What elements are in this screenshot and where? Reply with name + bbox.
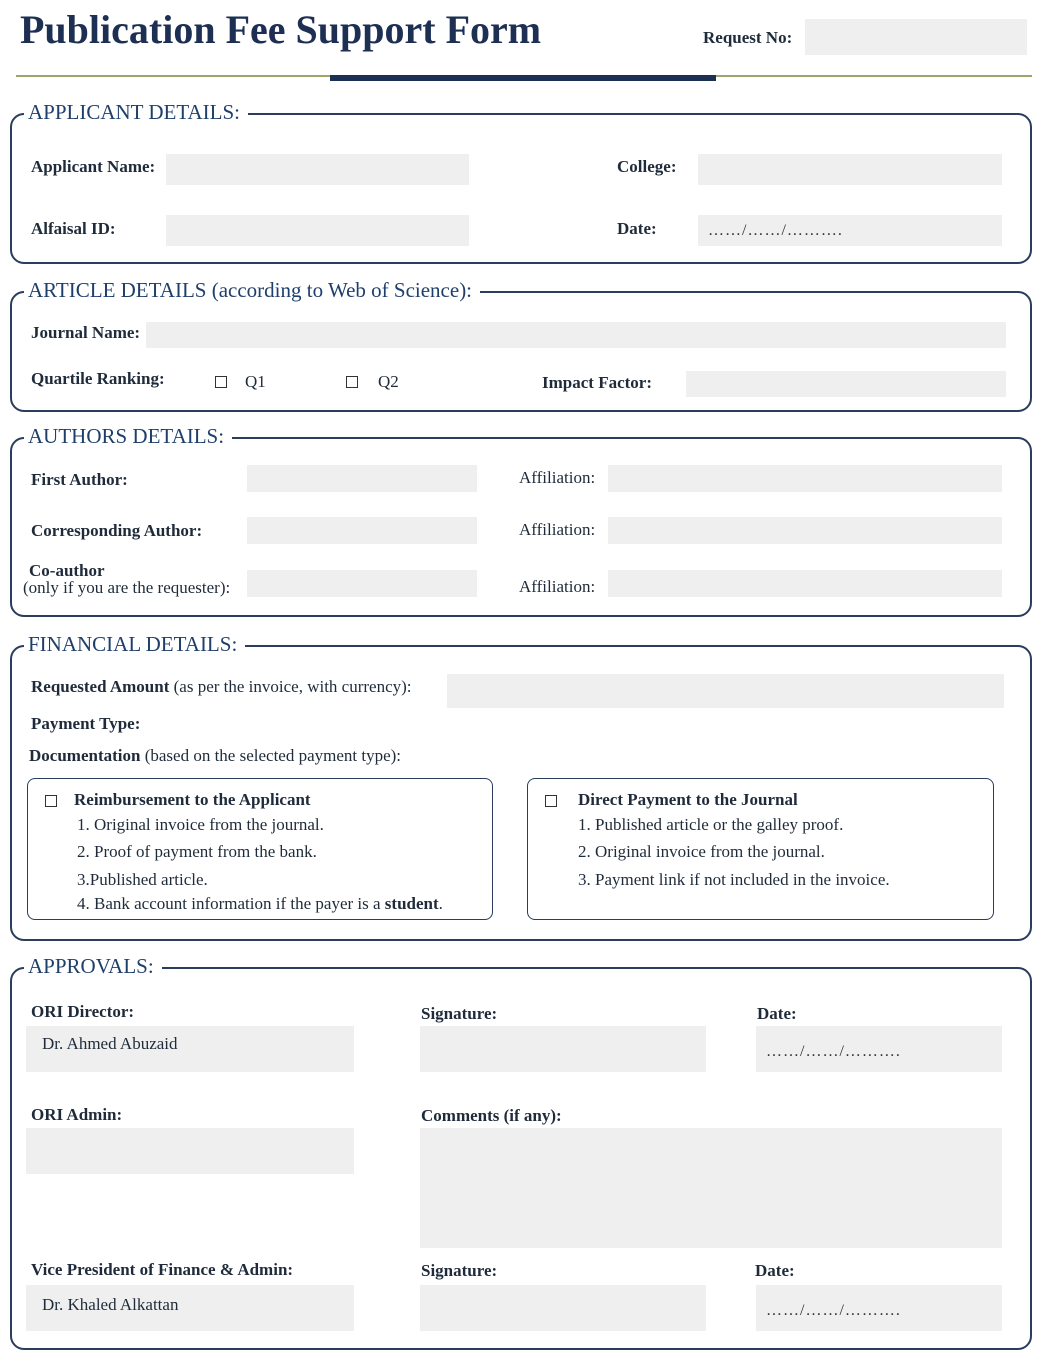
first-author-affiliation-field[interactable] [608, 465, 1002, 492]
authors-section-title: AUTHORS DETAILS: [24, 424, 232, 449]
reimbursement-item-4-bold: student [384, 894, 439, 913]
journal-name-field[interactable] [146, 322, 1006, 348]
vp-signature-label: Signature: [421, 1261, 498, 1280]
coauthor-field[interactable] [247, 570, 477, 597]
approvals-section-title: APPROVALS: [24, 954, 162, 979]
coauthor-note: (only if you are the requester): [23, 578, 231, 597]
applicant-date-label: Date: [617, 219, 657, 238]
journal-name-label: Journal Name: [31, 323, 141, 342]
direct-payment-item-3: 3. Payment link if not included in the invoice. [578, 870, 890, 889]
vp-date-field[interactable] [756, 1285, 1002, 1331]
payment-type-label: Payment Type: [31, 714, 141, 733]
vp-finance-label: Vice President of Finance & Admin: [31, 1260, 294, 1279]
requested-amount-label [31, 677, 412, 697]
director-signature-label: Signature: [421, 1004, 498, 1023]
alfaisal-id-label: Alfaisal ID: [31, 219, 116, 238]
q1-label: Q1 [245, 372, 266, 391]
article-section-title-note: (according to Web of Science): [211, 278, 473, 302]
coauthor-label: Co-author [29, 561, 105, 580]
first-author-label: First Author: [31, 470, 128, 489]
applicant-name-label: Applicant Name: [31, 157, 156, 176]
first-author-field[interactable] [247, 465, 477, 492]
reimbursement-item-4 [77, 894, 443, 914]
article-section-title-main: ARTICLE DETAILS [28, 278, 207, 302]
ori-admin-field[interactable] [26, 1128, 354, 1174]
applicant-section-title: APPLICANT DETAILS: [24, 100, 248, 125]
corresponding-author-field[interactable] [247, 517, 477, 544]
comments-label: Comments (if any): [421, 1106, 562, 1125]
applicant-name-field[interactable] [166, 154, 469, 185]
vp-date-label: Date: [755, 1261, 795, 1280]
director-date-placeholder: ……/……/………. [766, 1043, 901, 1060]
reimbursement-checkbox[interactable] [45, 792, 57, 810]
q2-label: Q2 [378, 372, 399, 391]
quartile-ranking-label: Quartile Ranking: [31, 369, 165, 388]
request-no-label: Request No: [703, 28, 793, 47]
ori-director-name: Dr. Ahmed Abuzaid [42, 1034, 178, 1053]
q1-checkbox[interactable] [215, 373, 227, 391]
reimbursement-item-4-text: 4. Bank account information if the payer is a [77, 894, 381, 913]
vp-finance-name: Dr. Khaled Alkattan [42, 1295, 179, 1314]
impact-factor-field[interactable] [686, 371, 1006, 397]
documentation-label [29, 746, 401, 766]
form-title: Publication Fee Support Form [20, 7, 542, 52]
reimbursement-item-3: 3.Published article. [77, 870, 208, 889]
coauthor-affiliation-label: Affiliation: [519, 577, 596, 596]
director-date-label: Date: [757, 1004, 797, 1023]
ori-director-field[interactable] [26, 1026, 354, 1072]
requested-amount-field[interactable] [447, 674, 1004, 708]
financial-section-title: FINANCIAL DETAILS: [24, 632, 245, 657]
vp-finance-field[interactable] [26, 1285, 354, 1331]
college-field[interactable] [698, 154, 1002, 185]
documentation-label-main: Documentation [29, 746, 141, 765]
ori-director-label: ORI Director: [31, 1002, 135, 1021]
reimbursement-item-4-end: . [438, 894, 443, 913]
direct-payment-title: Direct Payment to the Journal [578, 790, 798, 809]
reimbursement-item-1: 1. Original invoice from the journal. [77, 815, 324, 834]
direct-payment-item-1: 1. Published article or the galley proof. [578, 815, 844, 834]
director-signature-field[interactable] [420, 1026, 706, 1072]
q2-checkbox[interactable] [346, 373, 358, 391]
corresponding-author-label: Corresponding Author: [31, 521, 203, 540]
header-accent-bar [330, 75, 716, 81]
coauthor-affiliation-field[interactable] [608, 570, 1002, 597]
applicant-date-placeholder: ……/……/………. [708, 222, 843, 239]
reimbursement-title: Reimbursement to the Applicant [74, 790, 311, 809]
alfaisal-id-field[interactable] [166, 215, 469, 246]
comments-field[interactable] [420, 1128, 1002, 1248]
vp-date-placeholder: ……/……/………. [766, 1302, 901, 1319]
requested-amount-note: (as per the invoice, with currency): [173, 677, 412, 696]
requested-amount-label-main: Requested Amount [31, 677, 170, 696]
request-no-field[interactable] [805, 19, 1027, 55]
impact-factor-label: Impact Factor: [542, 373, 652, 392]
corresponding-affiliation-field[interactable] [608, 517, 1002, 544]
ori-admin-label: ORI Admin: [31, 1105, 123, 1124]
article-section-title [24, 278, 480, 303]
college-label: College: [617, 157, 677, 176]
vp-signature-field[interactable] [420, 1285, 706, 1331]
documentation-note: (based on the selected payment type): [144, 746, 402, 765]
director-date-field[interactable] [756, 1026, 1002, 1072]
first-author-affiliation-label: Affiliation: [519, 468, 596, 487]
direct-payment-checkbox[interactable] [545, 792, 557, 810]
corresponding-affiliation-label: Affiliation: [519, 520, 596, 539]
reimbursement-item-2: 2. Proof of payment from the bank. [77, 842, 317, 861]
direct-payment-item-2: 2. Original invoice from the journal. [578, 842, 825, 861]
applicant-date-field[interactable] [698, 215, 1002, 246]
